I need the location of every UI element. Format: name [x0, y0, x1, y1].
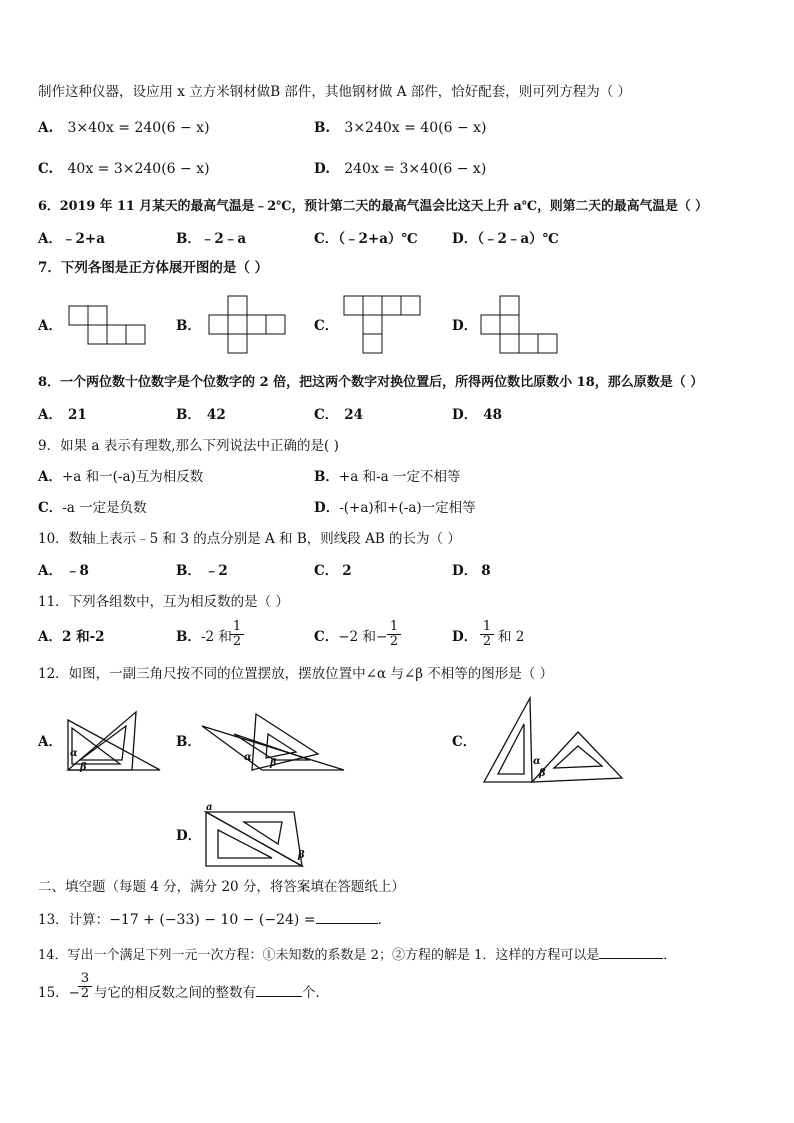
q11-d-fraction: [480, 620, 494, 649]
q8-option-b[interactable]: [176, 407, 226, 423]
q15-prefix: 15．−: [38, 985, 80, 1001]
q12-option-c-label[interactable]: C．: [452, 734, 477, 750]
q7-option-b-label[interactable]: B．: [176, 318, 201, 334]
option-text: 42: [206, 407, 226, 423]
q9-option-c[interactable]: [38, 500, 147, 516]
option-label: D．: [452, 231, 478, 247]
q15-suffix: 个．: [302, 985, 329, 1001]
option-label: B．: [176, 629, 201, 645]
q13-prefix: 13．计算：: [38, 912, 110, 928]
q6-option-b[interactable]: [176, 231, 246, 247]
q11-b-fraction: [230, 620, 244, 649]
option-label: D．: [452, 563, 478, 579]
option-text: 3×240x = 40(6 − x): [344, 120, 487, 136]
q10-stem: 10．数轴上表示﹣5 和 3 的点分别是 A 和 B，则线段 AB 的长为（ ）: [38, 531, 461, 547]
option-label: D．: [452, 629, 478, 645]
q7-net-b: [208, 295, 288, 355]
option-text: ﹣2+a: [61, 231, 105, 247]
q9-option-a[interactable]: [38, 469, 203, 485]
option-text: 240x = 3×40(6 − x): [344, 161, 487, 177]
q12-option-b-label[interactable]: B．: [176, 734, 201, 750]
q14-text: 14．写出一个满足下列一元一次方程：①未知数的系数是 2；②方程的解是 1．这样的方程可以是: [38, 948, 600, 963]
q11-option-b[interactable]: [176, 629, 232, 645]
fraction-denominator: 2: [482, 634, 492, 649]
q12-figure-d: [202, 800, 312, 870]
fraction-denominator: 2: [232, 634, 242, 649]
option-text: （﹣2+a）℃: [338, 231, 418, 247]
q5-option-b[interactable]: [314, 120, 486, 136]
option-label: C．: [314, 407, 339, 423]
option-label: A．: [38, 469, 62, 485]
option-text: -(+a)和+(-a)一定相等: [339, 500, 476, 516]
option-text: ﹣8: [65, 563, 89, 579]
option-label: A．: [38, 407, 62, 423]
alpha-label: α: [244, 752, 252, 763]
q7-option-a-label[interactable]: A．: [38, 318, 62, 334]
option-text: 21: [67, 407, 87, 423]
alpha-label: α: [533, 756, 541, 767]
option-text: +a 和一(-a)互为相反数: [61, 469, 204, 485]
q5-option-d[interactable]: [314, 161, 486, 177]
q13-answer-blank[interactable]: [316, 923, 378, 924]
q5-option-a[interactable]: [38, 120, 210, 136]
q6-option-a[interactable]: [38, 231, 105, 247]
q10-option-d[interactable]: [452, 563, 491, 579]
q7-net-c: [343, 295, 423, 355]
q6-stem: 6．2019 年 11 月某天的最高气温是﹣2℃，预计第二天的最高气温会比这天上升 a℃，则第二天的最高气温是（ ）: [38, 199, 708, 214]
option-text: ﹣2﹣a: [200, 231, 247, 247]
q10-option-c[interactable]: [314, 563, 352, 579]
fraction-numerator: 3: [78, 972, 92, 987]
option-text: -2 和: [200, 629, 232, 645]
q15-body: [94, 985, 329, 1001]
option-label: C．: [38, 500, 63, 516]
fraction-denominator: 2: [389, 634, 399, 649]
option-label: A．: [38, 629, 62, 645]
q10-option-a[interactable]: [38, 563, 89, 579]
option-label: A.: [38, 120, 54, 136]
beta-label: β: [539, 768, 546, 779]
option-text: 8: [481, 563, 491, 579]
option-label: C．: [314, 231, 339, 247]
q13-suffix: ．: [377, 912, 392, 928]
option-label: B.: [314, 120, 331, 136]
option-label: B．: [176, 563, 201, 579]
option-label: A．: [38, 563, 62, 579]
q11-option-c[interactable]: [314, 629, 387, 645]
beta-label: β: [298, 850, 305, 861]
option-label: B．: [314, 469, 339, 485]
q8-option-c[interactable]: [314, 407, 363, 423]
q12-option-d-label[interactable]: D．: [176, 828, 202, 844]
q5-option-c[interactable]: [38, 161, 210, 177]
q6-option-d[interactable]: [452, 231, 559, 247]
q12-figure-c: [482, 696, 622, 788]
alpha-label: α: [70, 748, 78, 759]
q9-stem: 9．如果 a 表示有理数,那么下列说法中正确的是( ): [38, 438, 339, 454]
option-text: 24: [344, 407, 364, 423]
beta-label: β: [80, 762, 87, 773]
option-label: B．: [176, 407, 201, 423]
option-label: D．: [314, 500, 340, 516]
option-label: B．: [176, 231, 201, 247]
option-text: 2 和-2: [61, 629, 105, 645]
q7-net-d: [480, 295, 560, 355]
option-text: 48: [483, 407, 503, 423]
option-text: 3×40x = 240(6 − x): [67, 120, 210, 136]
option-label: C．: [314, 629, 339, 645]
q12-stem: 12．如图，一副三角尺按不同的位置摆放，摆放位置中∠α 与∠β 不相等的图形是（ ）: [38, 666, 554, 682]
section-title: 二、填空题（每题 4 分，满分 20 分，将答案填在答题纸上）: [38, 879, 405, 895]
q7-net-a: [68, 305, 148, 345]
q11-option-a[interactable]: [38, 629, 105, 645]
option-label: C.: [38, 161, 54, 177]
q14-suffix: ．: [663, 948, 677, 963]
q15-fraction: [78, 972, 92, 1001]
q10-option-b[interactable]: [176, 563, 228, 579]
option-text: −2 和−: [338, 629, 388, 645]
q6-option-c[interactable]: [314, 231, 418, 247]
q11-d-text: 和 2: [498, 629, 525, 645]
option-text: （﹣2﹣a）℃: [477, 231, 559, 247]
option-text: -a 一定是负数: [62, 500, 147, 516]
q11-stem: 11．下列各组数中，互为相反数的是（ ）: [38, 594, 289, 610]
option-text: ﹣2: [204, 563, 228, 579]
q15-answer-blank[interactable]: [256, 996, 302, 997]
q11-c-fraction: [387, 620, 401, 649]
alpha-label: a: [206, 802, 213, 813]
option-label: D．: [452, 407, 478, 423]
q12-option-a-label[interactable]: A．: [38, 734, 62, 750]
q14: [38, 948, 676, 964]
q13-expression: −17 + (−33) − 10 − (−24) =: [109, 912, 316, 928]
fraction-numerator: 1: [480, 620, 494, 635]
fraction-numerator: 1: [387, 620, 401, 635]
q15-text: 与它的相反数之间的整数有: [94, 985, 256, 1001]
q5-stem: 制作这种仪器，设应用 x 立方米钢材做B 部件，其他钢材做 A 部件，恰好配套，则可列方程为（ ）: [38, 84, 632, 100]
option-text: 40x = 3×240(6 − x): [67, 161, 210, 177]
q9-option-d[interactable]: [314, 500, 476, 516]
q13: [38, 912, 391, 928]
q8-stem: 8．一个两位数十位数字是个位数字的 2 倍，把这两个数字对换位置后，所得两位数比原数小 18，那么原数是（ ）: [38, 375, 704, 390]
beta-label: β: [270, 758, 277, 769]
fraction-numerator: 1: [230, 620, 244, 635]
q12-figure-a: [64, 708, 164, 772]
option-text: +a 和-a 一定不相等: [338, 469, 461, 485]
q8-option-d[interactable]: [452, 407, 502, 423]
q7-option-d-label[interactable]: D．: [452, 318, 478, 334]
q12-figure-b: [200, 714, 350, 774]
option-text: 2: [342, 563, 352, 579]
option-label: C．: [314, 563, 339, 579]
q7-stem: 7．下列各图是正方体展开图的是（ ）: [38, 260, 269, 276]
option-label: D.: [314, 161, 330, 177]
q9-option-b[interactable]: [314, 469, 460, 485]
q11-option-d[interactable]: [452, 629, 477, 645]
q7-option-c-label[interactable]: C．: [314, 318, 339, 334]
fraction-denominator: 2: [80, 986, 90, 1001]
option-label: A．: [38, 231, 62, 247]
q14-answer-blank[interactable]: [599, 958, 663, 959]
q8-option-a[interactable]: [38, 407, 87, 423]
